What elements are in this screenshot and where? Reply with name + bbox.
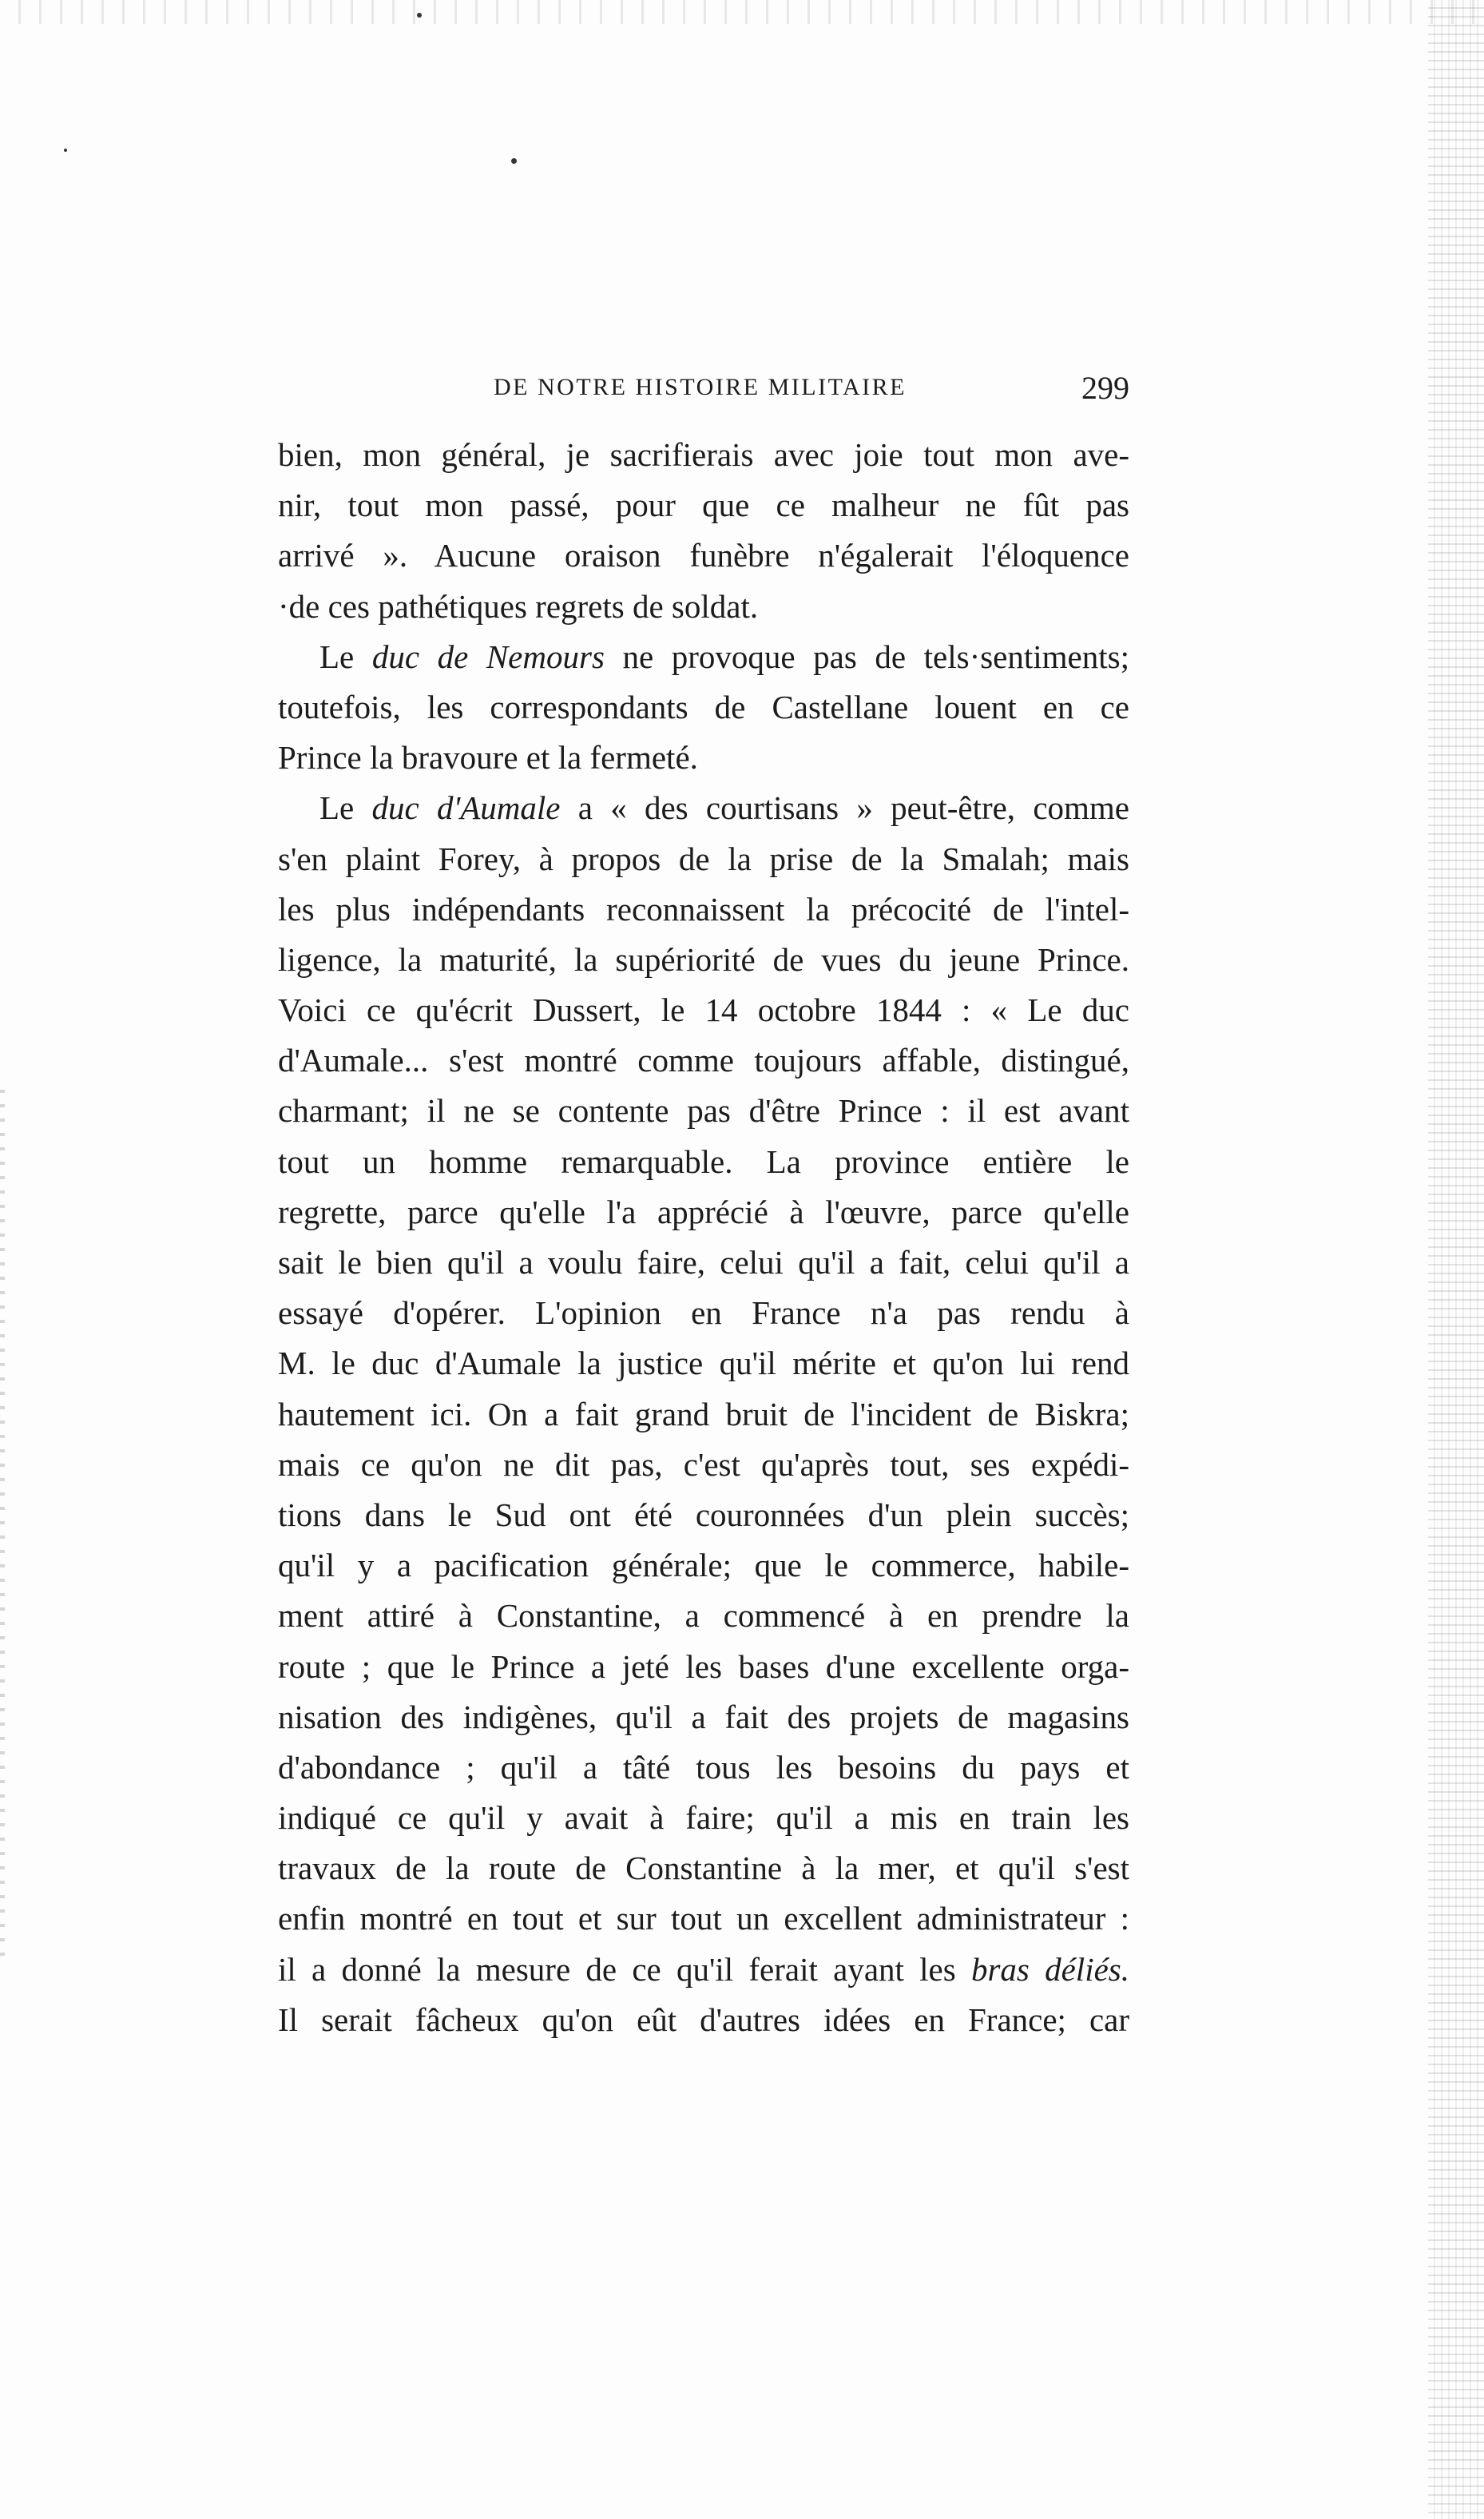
text-run: arrivé ». Aucune oraison funèbre n'égalerait l'éloquence xyxy=(278,537,1129,574)
italic-text: duc de Nemours xyxy=(371,638,605,675)
text-run: route ; que le Prince a jeté les bases d'une excellente orga- xyxy=(278,1647,1129,1685)
text-line xyxy=(278,1238,1129,1288)
text-run: Il serait fâcheux qu'on eût d'autres idées en France; car xyxy=(278,2000,1129,2038)
text-run: M. le duc d'Aumale la justice qu'il mérite et qu'on lui rend xyxy=(278,1345,1129,1382)
text-run: Le xyxy=(319,789,372,827)
text-run: bien, mon général, je sacrifierais avec joie tout mon ave- xyxy=(278,436,1129,473)
text-run: il a donné la mesure de ce qu'il ferait ayant les xyxy=(278,1950,971,1988)
text-run: essayé d'opérer. L'opinion en France n'a pas rendu à xyxy=(278,1294,1129,1332)
text-run: d'abondance ; qu'il a tâté tous les besoins du pays et xyxy=(278,1748,1129,1786)
text-run: qu'il y a pacification générale; que le commerce, habile- xyxy=(278,1547,1129,1584)
text-run: d'Aumale... s'est montré comme toujours affable, distingué, xyxy=(278,1042,1129,1079)
running-title: DE NOTRE HISTOIRE MILITAIRE xyxy=(494,374,907,400)
text-line xyxy=(278,582,1129,632)
text-run: ne provoque pas de tels·sentiments; xyxy=(604,638,1129,675)
text-run: hautement ici. On a fait grand bruit de l'incident de Biskra; xyxy=(278,1395,1129,1432)
page-edge-top xyxy=(0,0,1484,24)
text-line xyxy=(278,632,1129,682)
text-run: Le xyxy=(319,638,372,675)
scan-speck xyxy=(64,149,67,152)
text-run: nisation des indigènes, qu'il a fait des projets de magasins xyxy=(278,1698,1129,1735)
text-line xyxy=(278,733,1129,783)
text-run: mais ce qu'on ne dit pas, c'est qu'après tout, ses expédi- xyxy=(278,1445,1129,1483)
text-run: ·de ces pathétiques regrets de soldat. xyxy=(278,587,759,625)
scan-speck xyxy=(417,13,422,18)
text-line xyxy=(278,1893,1129,1944)
text-line xyxy=(278,1692,1129,1742)
text-run: nir, tout mon passé, pour que ce malheur ne fût pas xyxy=(278,487,1129,524)
text-line xyxy=(278,1035,1129,1086)
text-line xyxy=(278,1137,1129,1187)
text-line xyxy=(278,1389,1129,1440)
text-run: s'en plaint Forey, à propos de la prise de la Smalah; mais xyxy=(278,840,1129,877)
text-run: les plus indépendants reconnaissent la précocité de l'intel- xyxy=(278,890,1129,928)
text-line xyxy=(278,1440,1129,1490)
text-line xyxy=(278,1288,1129,1338)
text-line xyxy=(278,1742,1129,1793)
text-run: Prince la bravoure et la fermeté. xyxy=(278,739,698,777)
page-edge-right xyxy=(1428,0,1484,2519)
text-run: charmant; il ne se contente pas d'être Prince : il est avant xyxy=(278,1092,1129,1130)
text-line xyxy=(278,1338,1129,1389)
text-line xyxy=(278,1086,1129,1136)
text-line xyxy=(278,1490,1129,1540)
text-line xyxy=(278,1591,1129,1641)
text-run: a « des courtisans » peut-être, comme xyxy=(560,789,1129,827)
page-edge-left xyxy=(0,1079,5,1957)
text-line xyxy=(278,935,1129,985)
text-line xyxy=(278,1642,1129,1692)
text-line xyxy=(278,1843,1129,1893)
text-run: travaux de la route de Constantine à la mer, et qu'il s'est xyxy=(278,1850,1129,1887)
italic-text: bras déliés. xyxy=(970,1950,1129,1988)
text-line xyxy=(278,1945,1129,1995)
text-line xyxy=(278,480,1129,530)
running-header xyxy=(278,369,1129,417)
text-run: sait le bien qu'il a voulu faire, celui qu'il a fait, celui qu'il a xyxy=(278,1244,1129,1281)
text-run: ment attiré à Constantine, a commencé à en prendre la xyxy=(278,1597,1129,1635)
text-line xyxy=(278,783,1129,833)
body-text xyxy=(278,430,1129,2045)
text-run: tions dans le Sud ont été couronnées d'un plein succès; xyxy=(278,1496,1129,1533)
text-run: ligence, la maturité, la supériorité de vues du jeune Prince. xyxy=(278,940,1129,978)
text-line xyxy=(278,985,1129,1035)
text-line xyxy=(278,884,1129,935)
text-line xyxy=(278,682,1129,733)
page-number: 299 xyxy=(1081,370,1129,406)
italic-text: duc d'Aumale xyxy=(371,789,561,827)
text-line xyxy=(278,530,1129,581)
text-run: Voici ce qu'écrit Dussert, le 14 octobre 1844 : « Le duc xyxy=(278,991,1129,1029)
text-line xyxy=(278,1995,1129,2045)
text-line xyxy=(278,1540,1129,1591)
scan-speck xyxy=(511,158,517,164)
text-run: indiqué ce qu'il y avait à faire; qu'il a mis en train les xyxy=(278,1799,1129,1837)
text-line xyxy=(278,1793,1129,1843)
text-line xyxy=(278,430,1129,480)
text-run: tout un homme remarquable. La province entière le xyxy=(278,1142,1129,1180)
text-line xyxy=(278,834,1129,884)
text-line xyxy=(278,1187,1129,1238)
text-run: regrette, parce qu'elle l'a apprécié à l'œuvre, parce qu'elle xyxy=(278,1193,1129,1230)
text-run: toutefois, les correspondants de Castellane louent en ce xyxy=(278,688,1129,725)
text-run: enfin montré en tout et sur tout un excellent administrateur : xyxy=(278,1900,1129,1937)
